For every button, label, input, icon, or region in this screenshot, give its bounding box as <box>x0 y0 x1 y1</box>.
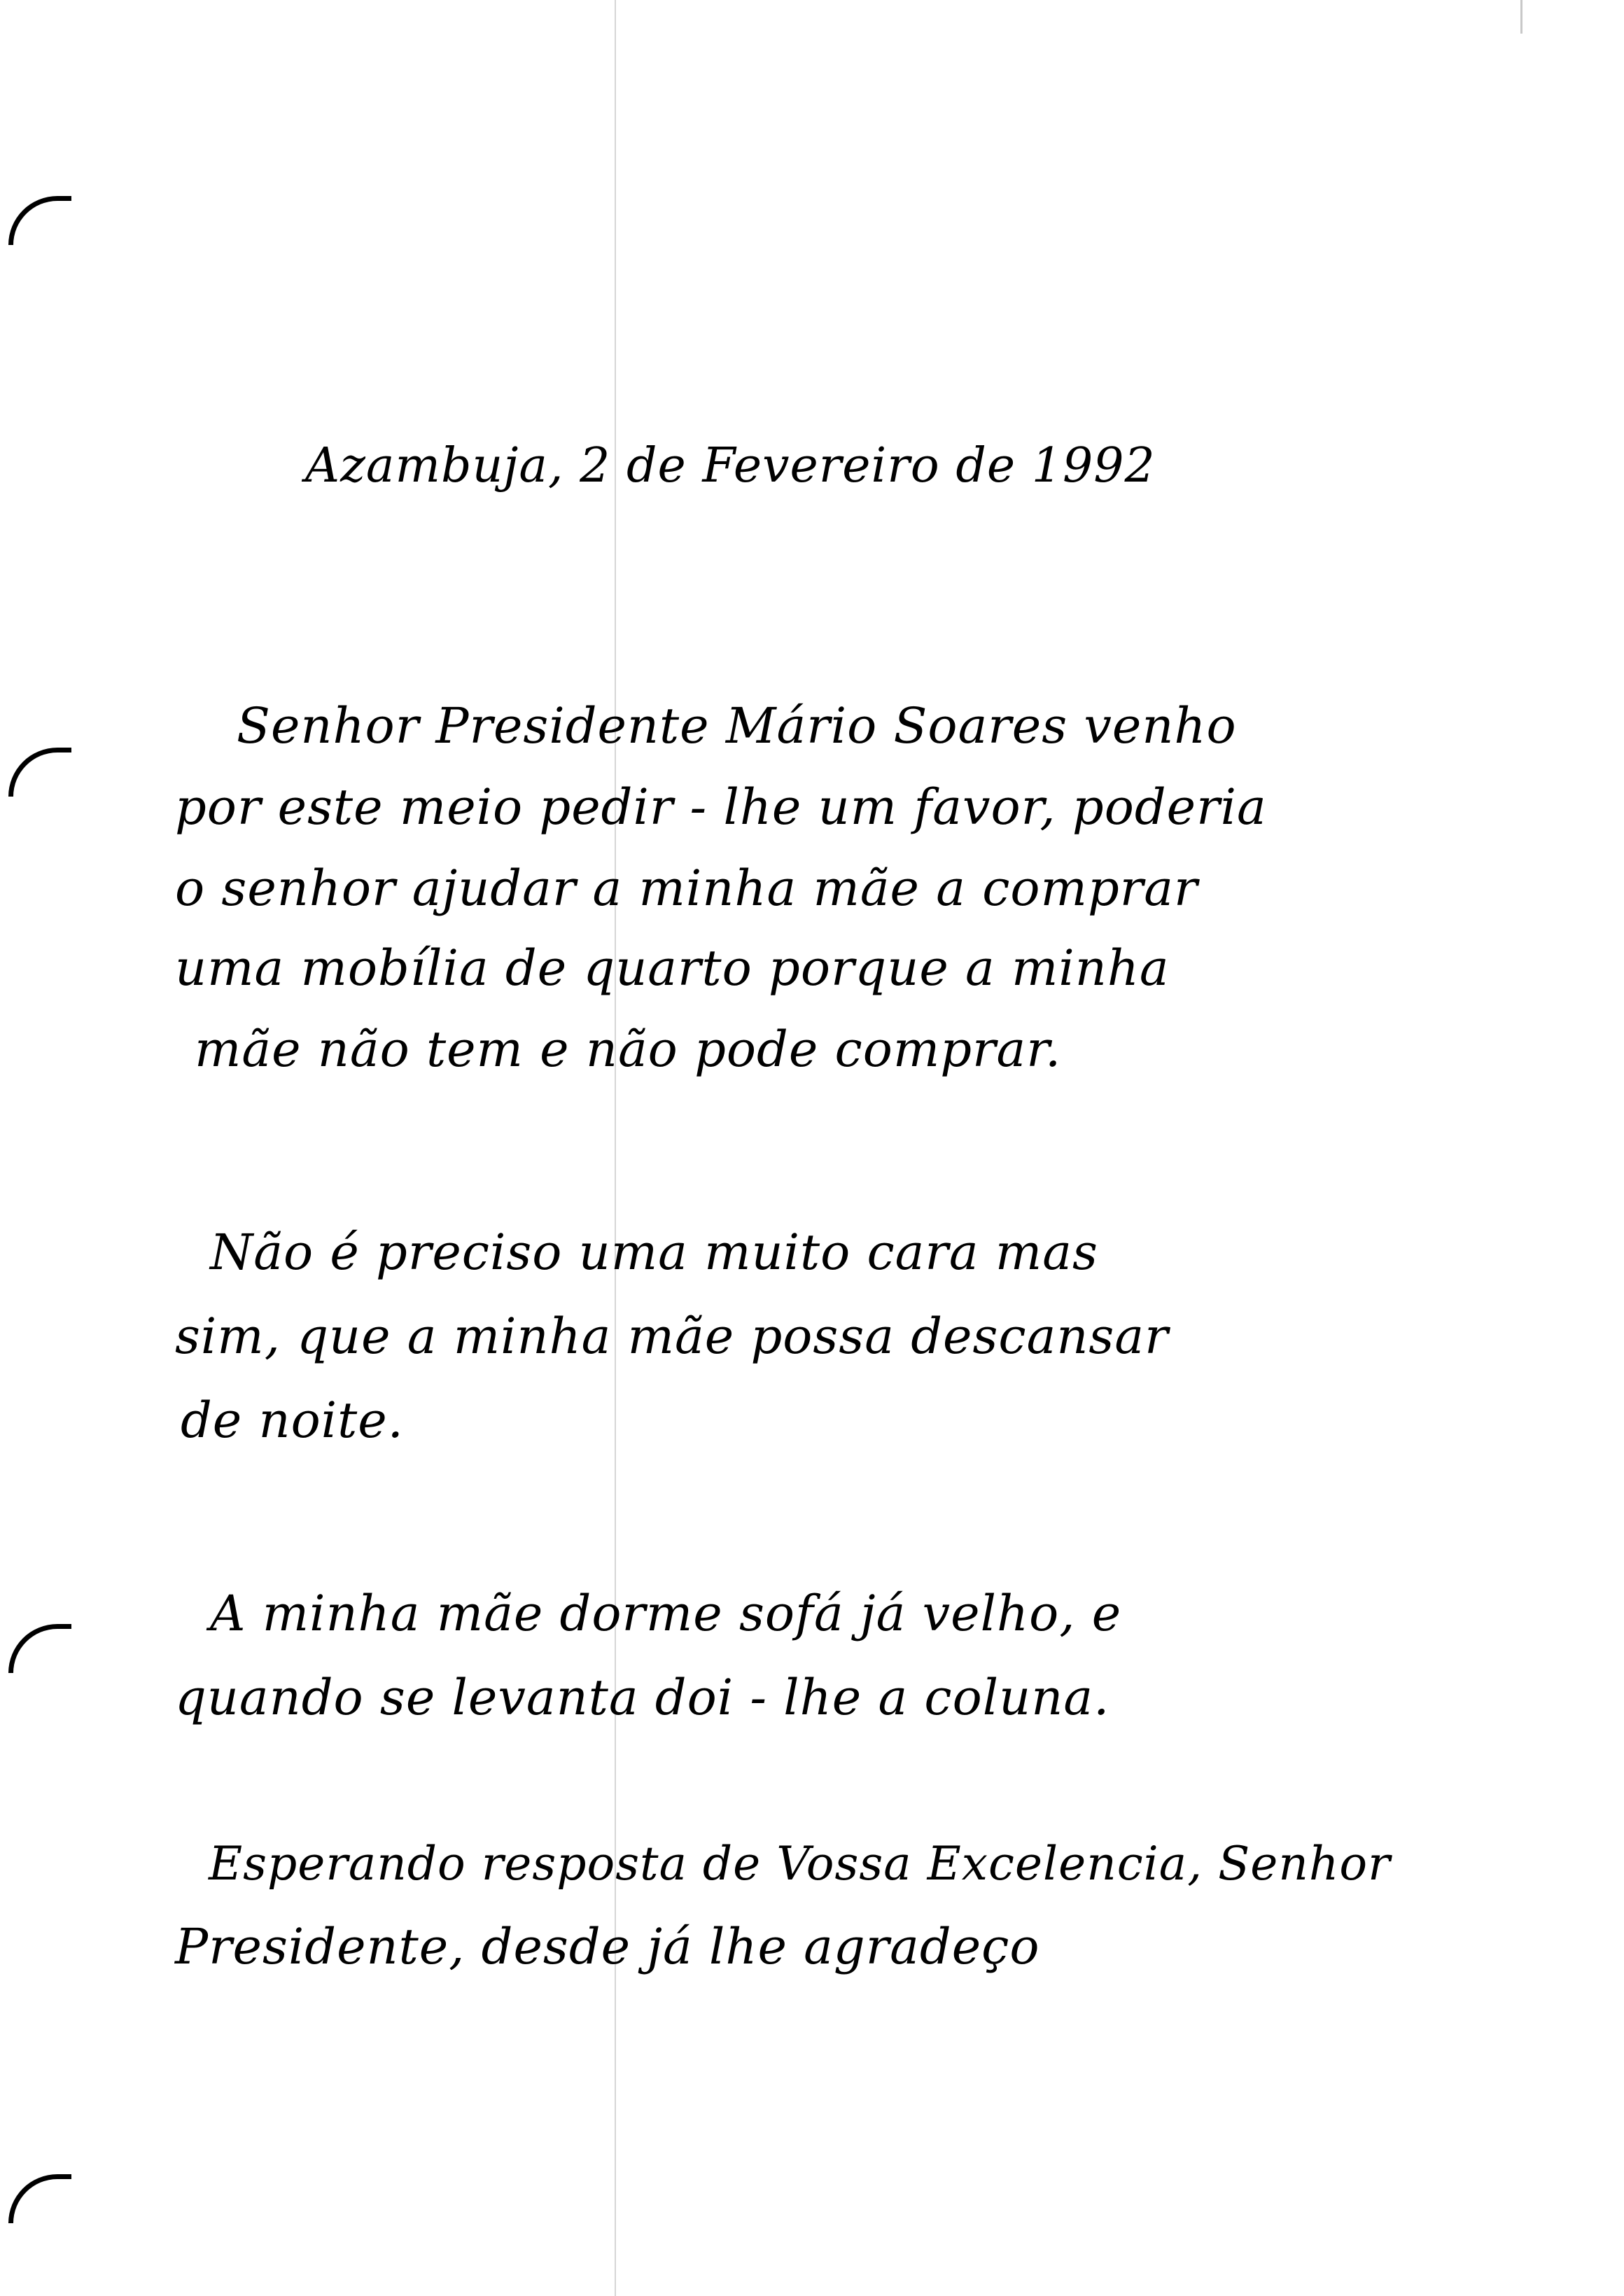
text-line: uma mobília de quarto porque a minha <box>175 939 1170 997</box>
binder-hole-mark <box>8 1624 71 1673</box>
text-line: Não é preciso uma muito cara mas <box>210 1224 1098 1281</box>
text-line: mãe não tem e não pode comprar. <box>195 1021 1062 1078</box>
text-line: por este meio pedir - lhe um favor, poderia <box>175 778 1267 836</box>
binder-hole-mark <box>8 196 71 245</box>
edge-mark <box>1520 0 1522 34</box>
binder-hole-mark <box>8 2174 71 2223</box>
text-line: A minha mãe dorme sofá já velho, e <box>210 1585 1122 1642</box>
text-line: Presidente, desde já lhe agradeço <box>175 1918 1040 1975</box>
text-line: quando se levanta doi - lhe a coluna. <box>175 1669 1110 1726</box>
binder-hole-mark <box>8 748 71 797</box>
text-line: de noite. <box>181 1392 404 1449</box>
text-line: o senhor ajudar a minha mãe a comprar <box>175 860 1198 917</box>
dateline: Azambuja, 2 de Fevereiro de 1992 <box>305 438 1156 493</box>
text-line: Senhor Presidente Mário Soares venho <box>237 697 1237 755</box>
text-line: sim, que a minha mãe possa descansar <box>175 1308 1169 1365</box>
text-line: Esperando resposta de Vossa Excelencia, Senhor <box>209 1837 1391 1891</box>
